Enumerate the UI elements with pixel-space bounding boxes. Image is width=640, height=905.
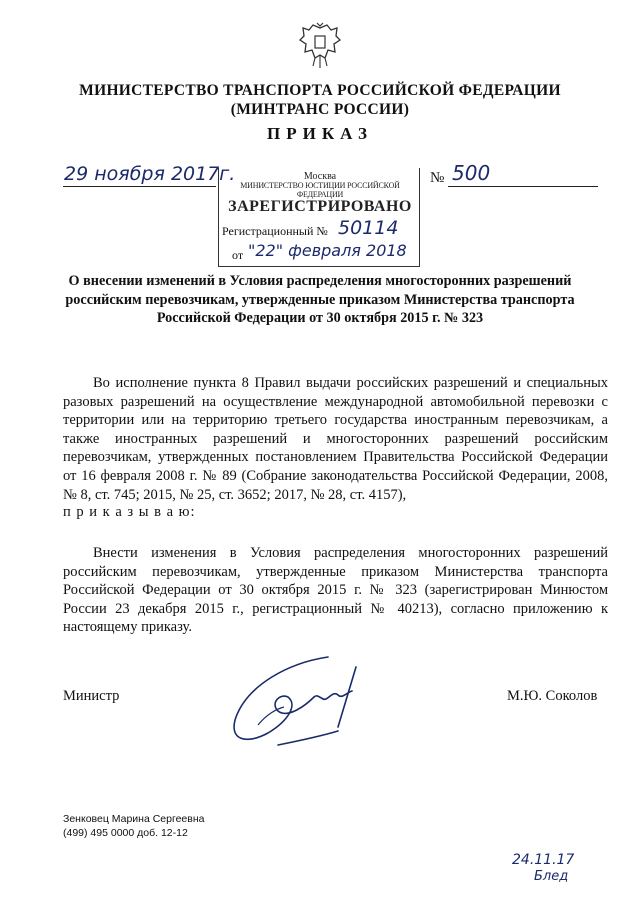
stamp-date-value: "22" февраля 2018: [248, 241, 407, 260]
document-heading: О внесении изменений в Условия распределения многосторонних разрешений российским перевозчикам, утвержденные приказом Министерства транспорта Российской Федерации от 30 октября 2015 г. № 323: [65, 273, 575, 326]
footer-note-mark: Блед: [534, 869, 569, 884]
handwritten-date: 29 ноября 2017г.: [64, 163, 236, 185]
stamp-org: МИНИСТЕРСТВО ЮСТИЦИИ РОССИЙСКОЙ ФЕДЕРАЦИИ: [240, 181, 400, 199]
stamp-reg-label: Регистрационный №: [222, 224, 328, 238]
date-line: [63, 186, 216, 187]
contact-person: Зенковец Марина Сергеевна: [63, 813, 205, 825]
signatory-role: Министр: [63, 688, 120, 704]
doc-type-title: ПРИКАЗ: [267, 124, 373, 143]
footer-note-date: 24.11.17: [512, 852, 575, 868]
number-line: [448, 186, 598, 187]
stamp-city: Москва: [303, 171, 337, 182]
signatory-name: М.Ю. Соколов: [507, 688, 598, 704]
command-word: п р и к а з ы в а ю:: [63, 504, 196, 520]
stamp-title: ЗАРЕГИСТРИРОВАНО: [228, 198, 412, 215]
stamp-reg-number: 50114: [338, 217, 399, 239]
number-prefix: №: [430, 170, 445, 186]
paragraph-1-text: Во исполнение пункта 8 Правил выдачи российских разрешений и специальных разовых разрешений на осуществление международной автомобильной перевозки с территории или на территорию третьего государства иностранным перевозчикам, а также иностранных разрешений и многосторонних разрешений российским перевозчикам, утвержденных постановлением Правительства Российской Федерации от 16 февраля 2008 г. № 89 (Собрание законодательства Российской Федерации, 2008, № 8, ст. 745; 2015, № 25, ст. 3652; 2017, № 28, ст. 4157),: [63, 375, 608, 503]
handwritten-signature-icon: [218, 645, 378, 760]
registration-stamp: [218, 168, 422, 270]
handwritten-number: 500: [452, 161, 491, 185]
stamp-date-label: от: [232, 248, 244, 262]
ministry-name: МИНИСТЕРСТВО ТРАНСПОРТА РОССИЙСКОЙ ФЕДЕРАЦИИ: [79, 82, 561, 99]
paragraph-2-text: Внести изменения в Условия распределения многосторонних разрешений российским перевозчикам, утвержденные приказом Министерства транспорта Российской Федерации от 30 октября 2015 г. № 323 (зарегистрирован Минюстом России 23 декабря 2015 г., регистрационный № 40213), согласно приложению к настоящему приказу.: [63, 545, 608, 636]
body-paragraph-2: [63, 544, 608, 637]
body-paragraph-1: [63, 374, 608, 504]
ministry-short-name: (МИНТРАНС РОССИИ): [230, 101, 410, 118]
coat-of-arms-emblem-icon: [297, 22, 343, 70]
contact-phone: (499) 495 0000 доб. 12-12: [63, 827, 188, 839]
